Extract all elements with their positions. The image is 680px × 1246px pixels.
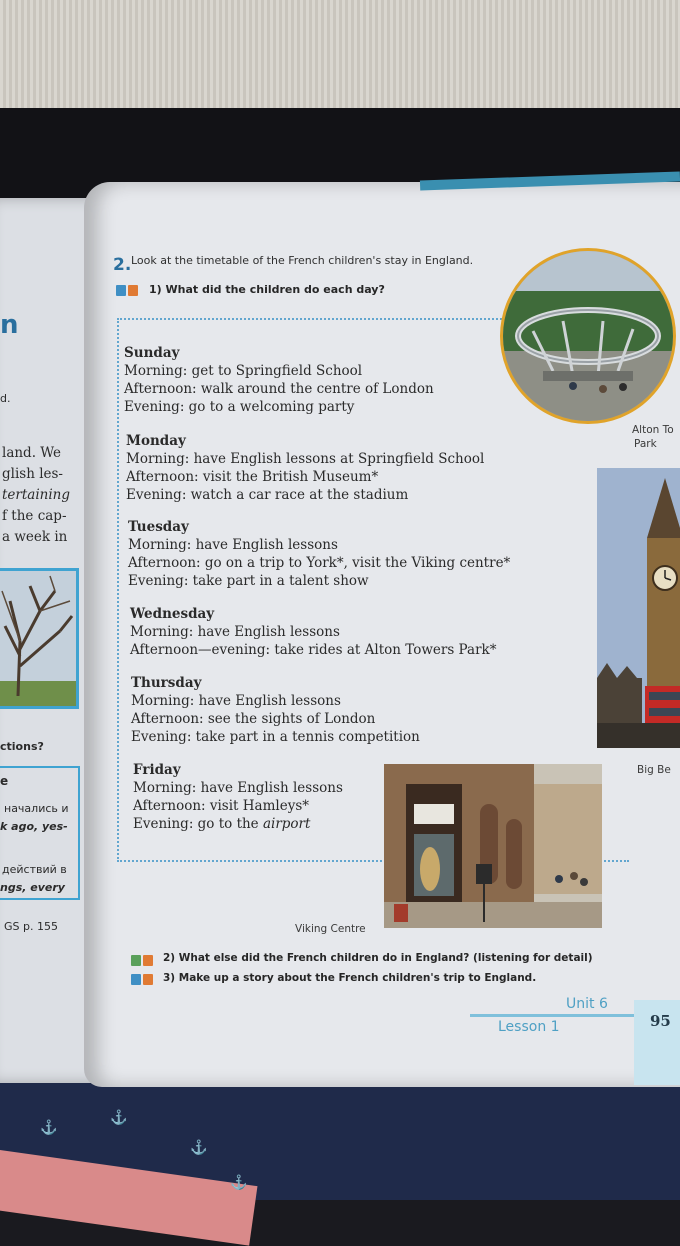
- day-name: Tuesday: [128, 519, 189, 535]
- listening-icon: [131, 955, 141, 966]
- left-text-line: ngs, every: [0, 881, 65, 894]
- day-monday: [126, 432, 484, 504]
- tablecloth-bottom: [0, 1080, 680, 1200]
- caption-viking-centre: Viking Centre: [295, 923, 366, 935]
- task-icons: [131, 974, 153, 985]
- activity-line: Morning: get to Springfield School: [124, 363, 363, 379]
- alton-towers-photo: [500, 248, 676, 424]
- left-text-line: tertaining: [2, 487, 71, 503]
- activity-line: Afternoon: visit the British Museum*: [126, 469, 379, 485]
- reading-icon: [116, 285, 126, 296]
- left-text-line: f the cap-: [2, 508, 67, 524]
- task-icons: [116, 285, 138, 296]
- anchor-icon: ⚓: [40, 1120, 58, 1136]
- left-text-line: glish les-: [2, 466, 63, 482]
- activity-line: Morning: have English lessons at Springfield School: [126, 451, 485, 467]
- day-name: Friday: [133, 762, 181, 778]
- task-number: 2.: [113, 255, 132, 275]
- day-sunday: [124, 344, 434, 416]
- day-name: Monday: [126, 433, 186, 449]
- caption-alton-line-2: Park: [634, 438, 657, 450]
- unit-label: Unit 6: [566, 996, 608, 1012]
- day-thursday: [131, 674, 420, 746]
- day-tuesday: [128, 518, 510, 590]
- viking-centre-photo: [384, 764, 602, 928]
- activity-text: Evening: go to the: [133, 816, 263, 832]
- activity-italic: airport: [262, 816, 311, 832]
- anchor-icon: ⚓: [110, 1110, 128, 1126]
- speaking-icon: [143, 974, 153, 985]
- activity-line: Afternoon: walk around the centre of London: [124, 381, 434, 397]
- question-2: 2) What else did the French children do in England? (listening for detail): [163, 952, 593, 964]
- day-friday: [133, 761, 343, 833]
- big-ben-photo: [597, 468, 680, 748]
- left-text-line: a week in: [2, 529, 68, 545]
- day-name: Sunday: [124, 345, 180, 361]
- day-name: Thursday: [131, 675, 202, 691]
- activity-line: Afternoon: visit Hamleys*: [133, 798, 310, 814]
- left-heading-fragment: n: [0, 310, 19, 340]
- left-text-line: начались и: [4, 802, 69, 815]
- left-grammar-box: [0, 766, 80, 900]
- left-text-line: d.: [0, 392, 11, 405]
- left-text-line: действий в: [2, 863, 67, 876]
- lesson-label: Lesson 1: [498, 1019, 560, 1035]
- activity-line: Morning: have English lessons: [133, 780, 343, 796]
- question-1: 1) What did the children do each day?: [149, 283, 385, 296]
- activity-line: Evening: go to a welcoming party: [124, 399, 355, 415]
- activity-line: Afternoon—evening: take rides at Alton Towers Park*: [130, 642, 497, 658]
- day-name: Wednesday: [130, 606, 215, 622]
- day-wednesday: [130, 605, 496, 659]
- left-text-line: k ago, yes-: [0, 820, 68, 833]
- anchor-icon: ⚓: [230, 1175, 248, 1191]
- task-icons: [131, 955, 153, 966]
- writing-icon: [131, 974, 141, 985]
- activity-line: Afternoon: see the sights of London: [131, 711, 376, 727]
- page-number: 95: [650, 1012, 671, 1030]
- left-text-line: land. We: [2, 445, 62, 461]
- activity-line: Evening: take part in a talent show: [128, 573, 369, 589]
- footer-rule: [470, 1014, 635, 1017]
- tree-photo: [0, 568, 79, 709]
- left-text-line: e: [0, 774, 9, 788]
- anchor-icon: ⚓: [190, 1140, 208, 1156]
- activity-line: Evening: watch a car race at the stadium: [126, 487, 409, 503]
- pink-fabric: [0, 1150, 257, 1246]
- activity-line: [133, 815, 343, 833]
- left-text-line: GS p. 155: [4, 920, 58, 933]
- activity-line: Morning: have English lessons: [131, 693, 341, 709]
- activity-line: Morning: have English lessons: [130, 624, 340, 640]
- task-intro: Look at the timetable of the French children's stay in England.: [131, 254, 474, 267]
- tablecloth-top: [0, 0, 680, 112]
- activity-line: Morning: have English lessons: [128, 537, 338, 553]
- caption-big-ben: Big Be: [637, 764, 671, 776]
- left-text-line: ctions?: [0, 740, 44, 753]
- activity-line: Afternoon: go on a trip to York*, visit the Viking centre*: [128, 555, 511, 571]
- speaking-icon: [143, 955, 153, 966]
- caption-alton-line-1: Alton To: [632, 424, 674, 436]
- question-3: 3) Make up a story about the French children's trip to England.: [163, 972, 537, 984]
- activity-line: Evening: take part in a tennis competition: [131, 729, 420, 745]
- speaking-icon: [128, 285, 138, 296]
